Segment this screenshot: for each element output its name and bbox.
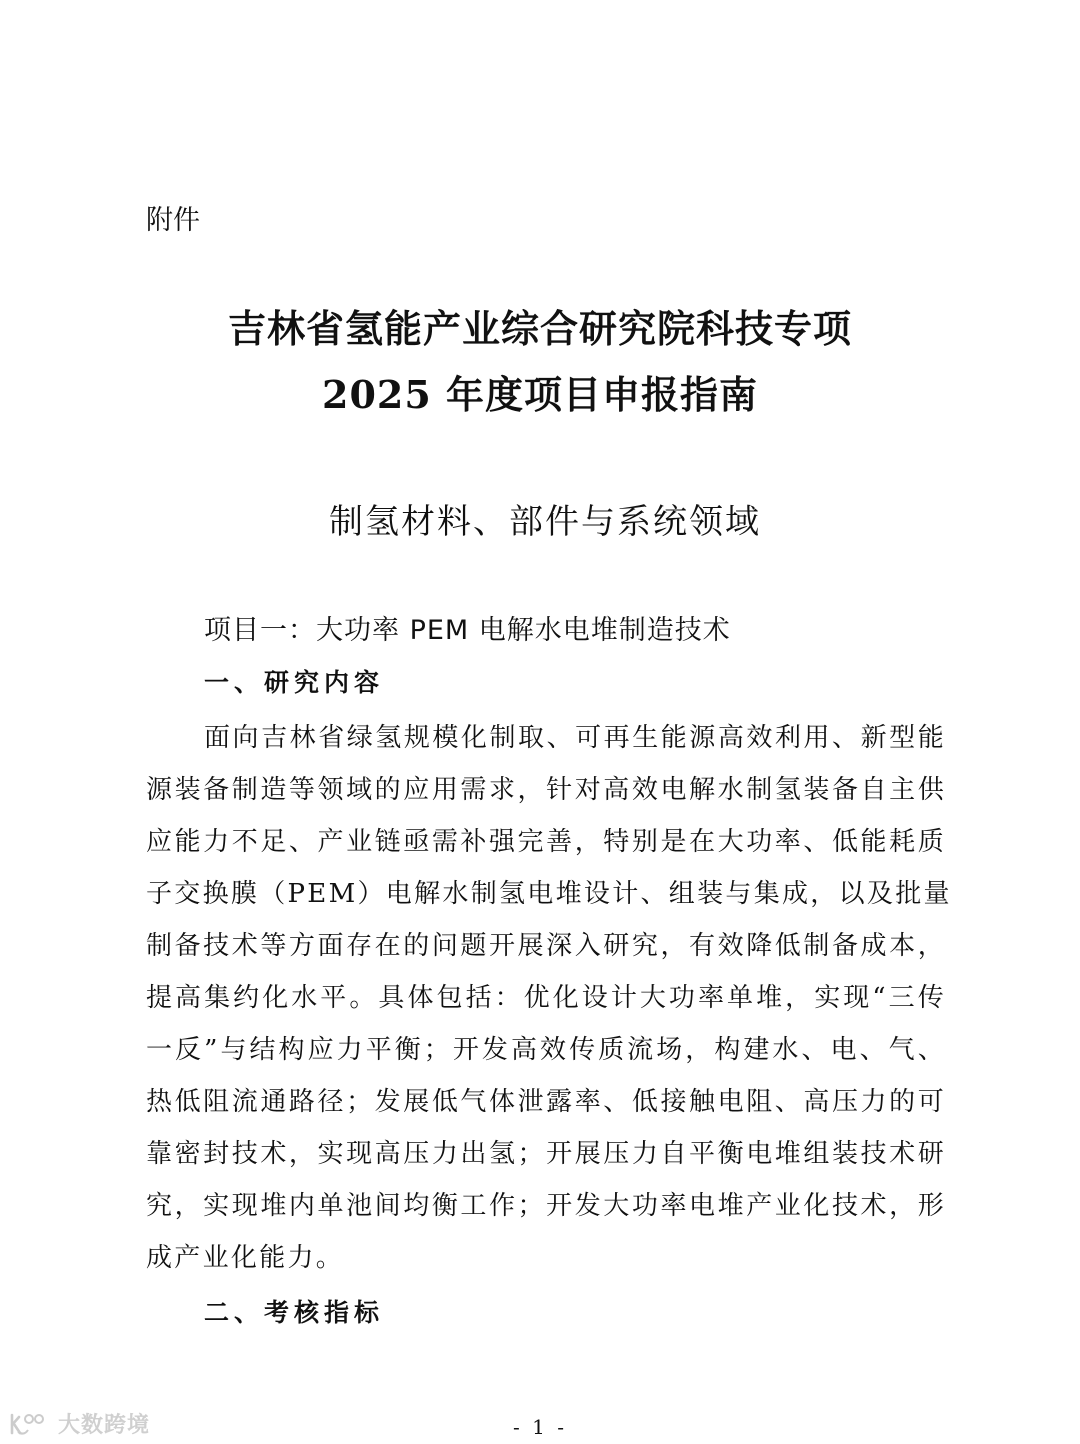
paragraph-line: 提高集约化水平。具体包括：优化设计大功率单堆，实现“三传 xyxy=(146,983,946,1013)
document-title-line-2: 2025 年度项目申报指南 xyxy=(322,372,758,417)
page-number: - 1 - xyxy=(513,1415,567,1439)
paragraph-line: 热低阻流通路径；发展低气体泄露率、低接触电阻、高压力的可 xyxy=(146,1087,946,1117)
project-title: 项目一：大功率 PEM 电解水电堆制造技术 xyxy=(204,615,731,646)
paragraph-line: 源装备制造等领域的应用需求，针对高效电解水制氢装备自主供 xyxy=(146,775,946,805)
paragraph-line: 成产业化能力。 xyxy=(146,1243,345,1273)
document-title-line-1: 吉林省氢能产业综合研究院科技专项 xyxy=(227,306,852,351)
paragraph-line: 应能力不足、产业链亟需补强完善，特别是在大功率、低能耗质 xyxy=(146,827,946,857)
paragraph-line: 靠密封技术，实现高压力出氢；开展压力自平衡电堆组装技术研 xyxy=(146,1139,946,1169)
paragraph-line: 究，实现堆内单池间均衡工作；开发大功率电堆产业化技术，形 xyxy=(146,1191,946,1221)
attachment-label: 附件 xyxy=(146,205,200,236)
domain-heading: 制氢材料、部件与系统领域 xyxy=(329,502,761,542)
section-heading-research-content: 一、研究内容 xyxy=(204,668,385,697)
paragraph-line: 一反”与结构应力平衡；开发高效传质流场，构建水、电、气、 xyxy=(146,1035,946,1065)
paragraph-line: 面向吉林省绿氢规模化制取、可再生能源高效利用、新型能 xyxy=(204,723,946,753)
section-heading-assessment-indicators: 二、考核指标 xyxy=(204,1298,385,1327)
paragraph-line: 制备技术等方面存在的问题开展深入研究，有效降低制备成本， xyxy=(146,931,946,961)
watermark-text: 大数跨境 xyxy=(58,1413,151,1438)
paragraph-line: 子交换膜（PEM）电解水制氢电堆设计、组装与集成，以及批量 xyxy=(146,879,952,909)
